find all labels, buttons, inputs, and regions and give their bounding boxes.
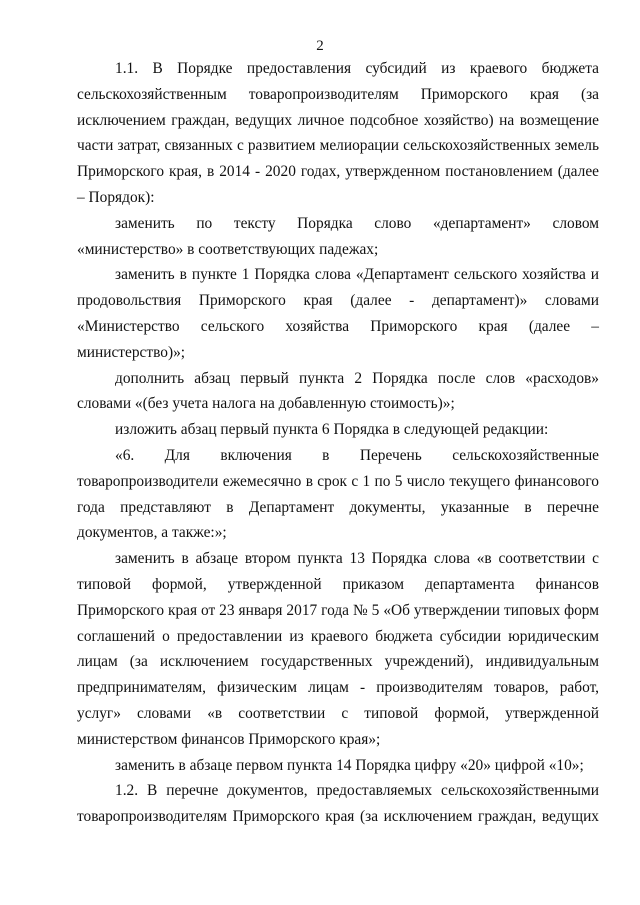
document-body xyxy=(77,56,599,830)
paragraph-1-2: 1.2. В перечне документов, предоставляемых сельскохозяйственными товаропроизводителям Приморского края (за исключением граждан, ведущих xyxy=(77,782,599,826)
paragraph-replace-point-13: заменить в абзаце втором пункта 13 Порядка слова «в соответствии с типовой формой, утвержденной приказом департамента финансов Приморского края от 23 января 2017 года № 5 «Об утверждении типовых форм соглашений о предоставлении из краевого бюджета субсидии юридическим лицам (за исключением государственных учреждений), индивидуальным предпринимателям, физическим лицам - производителям товаров, работ, услуг» словами «в соответствии с типовой формой, утвержденной министерством финансов Приморского края»; xyxy=(77,550,599,748)
page-number: 2 xyxy=(316,38,324,54)
paragraph-point-6-text: «6. Для включения в Перечень сельскохозяйственные товаропроизводители ежемесячно в срок с 1 по 5 число текущего финансового года представляют в Департамент документы, указанные в перечне документов, а также:»; xyxy=(77,446,599,542)
paragraph-replace-point-14: заменить в абзаце первом пункта 14 Порядка цифру «20» цифрой «10»; xyxy=(115,756,584,774)
paragraph-supplement-point-2: дополнить абзац первый пункта 2 Порядка после слов «расходов» словами «(без учета налога на добавленную стоимость)»; xyxy=(77,369,599,413)
paragraph-replace-word: заменить по тексту Порядка слово «департамент» словом «министерство» в соответствующих падежах; xyxy=(77,214,599,258)
paragraph-point-6-intro: изложить абзац первый пункта 6 Порядка в следующей редакции: xyxy=(115,421,549,439)
paragraph-replace-point-1: заменить в пункте 1 Порядка слова «Департамент сельского хозяйства и продовольствия Приморского края (далее - департамент)» словами «Министерство сельского хозяйства Приморского края (далее – министерство)»; xyxy=(77,266,599,361)
paragraph-1-1: 1.1. В Порядке предоставления субсидий из краевого бюджета сельскохозяйственным товаропроизводителям Приморского края (за исключением граждан, ведущих личное подсобное хозяйство) на возмещение части затрат, связанных с развитием мелиорации сельскохозяйственных земель Приморского края, в 2014 - 2020 годах, утвержденном постановлением (далее – Порядок): xyxy=(77,60,599,206)
